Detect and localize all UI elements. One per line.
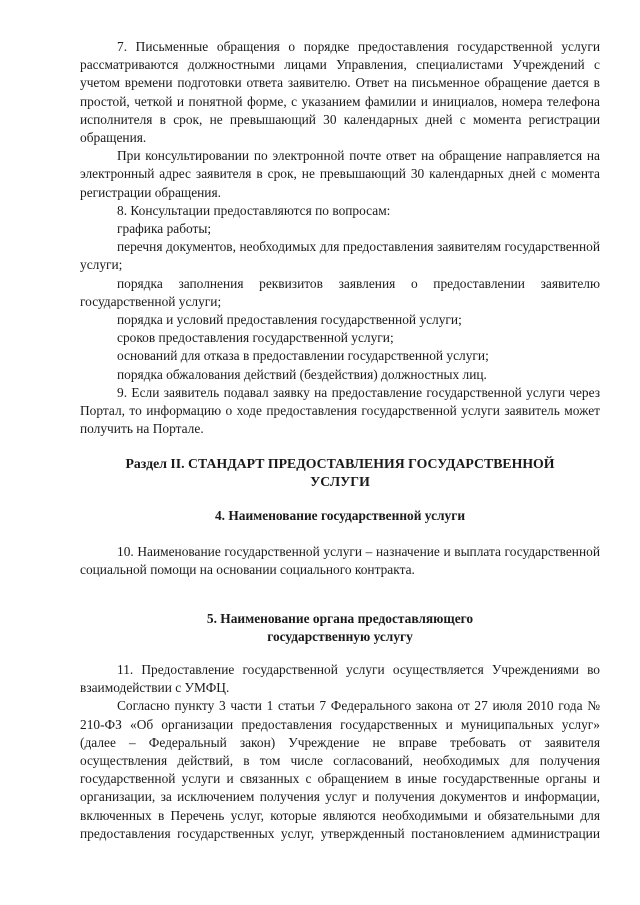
consult-item: порядка заполнения реквизитов заявления о предоставлении заявителю государственной услуги; [80, 275, 600, 309]
consult-item: порядка обжалования действий (бездействия) должностных лиц. [117, 366, 487, 382]
consult-item: оснований для отказа в предоставлении государственной услуги; [117, 348, 489, 364]
paragraph-7: 7. Письменные обращения о порядке предоставления государственной услуги рассматриваются должностными лицами Управления, специалистами Учреждений с учетом времени подготовки ответа заявителю. Ответ на письменное обращение дается в простой, четкой и понятной форме, с указанием фамилии и инициалов, номера телефона исполнителя в срок, не превышающий 30 календарных дней с момента регистрации обращения. [80, 39, 600, 146]
heading-4-block [80, 507, 600, 525]
paragraph-email: При консультировании по электронной почте ответ на обращение направляется на электронный адрес заявителя в срок, не превышающий 30 календарных дней с момента регистрации обращения. [80, 148, 600, 200]
consult-item: графика работы; [117, 221, 212, 237]
block-paragraph-10 [80, 543, 600, 579]
paragraph-11: 11. Предоставление государственной услуги осуществляется Учреждениями во взаимодействии с УМФЦ. [80, 662, 600, 696]
paragraph-10: 10. Наименование государственной услуги – назначение и выплата государственной социальной помощи на основании социального контракта. [80, 544, 600, 578]
block-paragraph-11 [80, 661, 600, 843]
consult-item: перечня документов, необходимых для предоставления заявителям государственной услуги; [80, 239, 600, 273]
heading-provider-line1: 5. Наименование органа предоставляющего [206, 611, 474, 626]
section-2-block [96, 455, 584, 491]
paragraph-federal-law: Согласно пункту 3 части 1 статьи 7 Федерального закона от 27 июля 2010 года № 210-ФЗ «Об организации предоставления государственных и муниципальных услуг» (далее – Федеральный закон) Учреждение не вправе требовать от заявителя осуществления действий, в том числе согласований, необходимых для получения государственной услуги и связанных с обращением в иные государственные органы и организации, за исключением получения услуг и получения документов и информации, включенных в Перечень услуг, которые являются необходимыми и обязательными для предоставления государственных услуг, утвержденный постановлением администрации [80, 698, 600, 841]
paragraph-9: 9. Если заявитель подавал заявку на предоставление государственной услуги через Портал, то информацию о ходе предоставления государственной услуги заявитель может получить на Портале. [80, 384, 600, 437]
consult-item: порядка и условий предоставления государственной услуги; [117, 312, 462, 328]
heading-5-block [80, 610, 600, 646]
consult-item: сроков предоставления государственной услуги; [117, 330, 394, 346]
paragraph-8: 8. Консультации предоставляются по вопросам: [117, 202, 391, 218]
section-title: Раздел II. СТАНДАРТ ПРЕДОСТАВЛЕНИЯ ГОСУДАРСТВЕННОЙ УСЛУГИ [125, 456, 555, 490]
heading-service-name: 4. Наименование государственной услуги [214, 508, 466, 523]
heading-provider-line2: государственную услугу [267, 629, 413, 645]
block-consultations [80, 38, 600, 438]
